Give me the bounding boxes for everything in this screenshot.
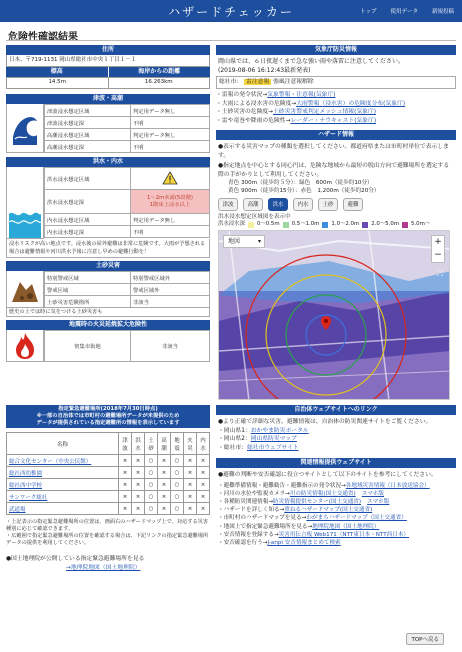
weather-link-row [216, 108, 456, 117]
display-label: 洪水浸水想定区域図を表示中 [218, 214, 291, 220]
smartphone-link[interactable]: スマホ版 [367, 498, 390, 505]
shelter-mark: ○ [145, 503, 158, 515]
flood-icon [6, 167, 44, 239]
shelter-mark: ○ [171, 503, 184, 515]
coast-value: 16.263km [109, 77, 211, 89]
fire-row-label: 密集市街地 [45, 331, 131, 362]
shelter-mark: × [184, 503, 197, 515]
shelter-mark: × [158, 503, 171, 515]
local-link-label: ・岡山県2： [218, 436, 251, 442]
hazard-btn-landslide[interactable]: 土砂 [318, 198, 338, 211]
fire-heading: 地震時の火災延焼拡大危険性 [6, 320, 210, 330]
shelter-mark: × [184, 455, 197, 467]
ring-line-2: 黄色 900m（徒歩約15分）：赤色 1,200m（徒歩約20分） [228, 188, 380, 194]
related-link-row [218, 482, 454, 490]
related-link[interactable]: 重ねるハザードマップ(国土交通省) [284, 507, 373, 514]
warning-badge: 雷注意報 [246, 79, 270, 85]
related-intro: ●避難の判断や安否確認に役立つサイトとして以下のサイトを参考にしてください。 [218, 472, 437, 478]
weather-link[interactable]: 気象警報・注意報(気象庁) [267, 92, 336, 98]
shelter-mark: × [158, 455, 171, 467]
shelter-mark: × [184, 491, 197, 503]
related-link[interactable]: J-anpi 安否情報まとめて検索 [267, 539, 341, 546]
zoom-control [431, 235, 445, 263]
shelter-name-link[interactable]: 総社西幼稚園 [7, 467, 119, 479]
weather-links [216, 91, 456, 125]
map-canvas [219, 231, 450, 400]
flood-note: 浸水リスクが高い地点です。浸水後の屋外避難は非常に危険です。大雨が予想される場合は避難情報や河川洪水予報に注意し早めの避難行動を！ [6, 239, 210, 258]
hazard-heading: ハザード情報 [216, 130, 456, 140]
shelter-mark: × [119, 467, 132, 479]
caution-cell [131, 168, 210, 190]
shelter-row [7, 479, 210, 491]
shelter-row [7, 467, 210, 479]
zoom-in-icon[interactable]: + [434, 237, 442, 247]
tsunami-row-label: 高潮浸水想定区域 [45, 129, 131, 141]
legend-label: 0〜0.5m [256, 221, 280, 227]
related-link-row [218, 490, 454, 498]
legend-label: 0.5〜1.0m [291, 221, 320, 227]
left-panel [6, 45, 210, 362]
page-title: 危険性確認結果 [8, 32, 78, 43]
legend-swatch [322, 222, 328, 228]
gsi-link[interactable]: →地理院地図（国土地理院） [66, 565, 141, 571]
elevation-value: 14.5m [6, 77, 109, 89]
tsunami-table [44, 104, 210, 153]
weather-heading: 気象庁防災情報 [216, 45, 456, 55]
related-link-row [218, 506, 454, 514]
shelter-mark: × [158, 479, 171, 491]
landslide-row-label: 警戒区域 [45, 284, 131, 296]
related-heading: 関連情報提供ウェブサイト [216, 458, 456, 468]
shelter-mark: × [184, 479, 197, 491]
shelter-mark: × [132, 503, 145, 515]
location-pin-icon [320, 315, 332, 331]
related-link-label: ・避難準備情報・避難勧告・避難指示の発令状況→ [218, 482, 346, 489]
hazard-btn-tsunami[interactable]: 津波 [218, 198, 238, 211]
related-link[interactable]: 災害用伝言板 Web171（NTT東日本・NTT西日本） [278, 531, 410, 538]
local-heading: 自治体ウェブサイトへのリンク [216, 405, 456, 415]
weather-link-label: ・雷報の発令状況→ [216, 92, 268, 98]
related-link[interactable]: 川の防災情報(国土交通省) [289, 490, 356, 497]
flood-legend [216, 221, 456, 228]
divider [6, 40, 456, 41]
shelter-row [7, 503, 210, 515]
shelter-mark: × [119, 455, 132, 467]
shelter-mark: ○ [145, 467, 158, 479]
hazard-intro: ●表示する災害マップの種類を選択してください。都道府県または市町村単位で表示します。 [218, 144, 449, 159]
shelter-mark: ○ [171, 467, 184, 479]
shelter-mark: × [197, 455, 210, 467]
legend-label: 1.0〜2.0m [331, 221, 360, 227]
tsunami-row-label: 津波浸水想定深 [45, 117, 131, 129]
local-links [216, 427, 456, 453]
fire-row-value: 非該当 [131, 331, 210, 362]
shelter-foot-2: ・広範囲で指定緊急避難場所の位置を確認する場合は、下記リンクの指定緊急避難場所データの提供を利用してください。 [6, 533, 209, 546]
related-link-label: ・各種防災関連情報→ [218, 498, 274, 505]
weather-link-row [216, 117, 456, 126]
nav-data[interactable]: 使用データ [390, 9, 418, 15]
shelter-mark: × [158, 467, 171, 479]
top-bar [0, 0, 462, 22]
tsunami-row-label: 高潮浸水想定深 [45, 141, 131, 153]
weather-link[interactable]: 大雨警報（浸水害）の危険度分布(気象庁) [296, 100, 406, 107]
related-link-label: ・地図上で指定緊急避難場所を見る→ [218, 523, 313, 530]
related-link-row [218, 523, 454, 531]
related-link-label: ・市町村のハザードマップを見る→ [218, 515, 307, 522]
flood-table [44, 167, 210, 238]
shelter-heading: 指定緊急避難場所(2018年7月30日時点) [58, 406, 158, 412]
shelter-mark: × [132, 479, 145, 491]
weather-link-row [216, 100, 456, 109]
flood-heading: 洪水・内水 [6, 157, 210, 167]
shelter-mark: × [132, 455, 145, 467]
related-link-label: ・ハザードを詳しく知る→ [218, 507, 285, 514]
local-link[interactable]: 総社市ウェブサイト [247, 444, 299, 451]
shelter-col: 土砂 [145, 433, 158, 455]
related-link-row [218, 498, 454, 506]
shelter-col: 洪水 [132, 433, 145, 455]
legend-swatch [362, 222, 368, 228]
gsi-line: ●国土地理院が公開している指定緊急避難場所を見る [6, 556, 145, 562]
chevron-down-icon: ▾ [257, 238, 261, 245]
local-link-row [218, 444, 454, 453]
landslide-note: 歴史の上では時に気をつける土砂災害も [6, 308, 210, 317]
shelter-col-name: 名称 [7, 433, 119, 455]
flood-row-value: 判定用データ無し [131, 214, 210, 226]
shelter-mark: × [119, 503, 132, 515]
ring-line-1: 青色 300m（徒歩約５分）：緑色 600m（徒歩約10分） [228, 180, 373, 186]
shelter-name-link[interactable]: サンワーク総社 [7, 491, 119, 503]
flood-depth-value: 1〜2m未満(5段階) 1階床上浸水以上 [131, 190, 210, 214]
shelter-name-link[interactable]: 武道場 [7, 503, 119, 515]
landslide-row-label: 特別警戒区域 [45, 272, 131, 284]
shelter-col: 高潮 [158, 433, 171, 455]
smartphone-link[interactable]: スマホ版 [361, 490, 384, 497]
weather-warning-row [216, 76, 456, 89]
fullscreen-icon[interactable]: ⛶ [437, 269, 443, 278]
related-link-row [218, 539, 454, 547]
elevation-label: 標高 [6, 67, 109, 77]
weather-link-row [216, 91, 456, 100]
back-to-top-button[interactable]: TOPへ戻る [406, 633, 444, 645]
tsunami-row-value: 不明 [131, 141, 210, 153]
legend-swatch [402, 222, 408, 228]
app-title: ハザードチェッカー [168, 5, 294, 19]
tsunami-row-value: 判定用データ無し [131, 105, 210, 117]
local-link[interactable]: 岡山県防災マップ [250, 436, 297, 442]
hazard-btn-shelter[interactable]: 避難 [343, 198, 363, 211]
fire-icon [6, 330, 44, 362]
shelter-name-link[interactable]: 総合文化センター（中央公民館） [7, 455, 119, 467]
shelter-body [7, 455, 210, 515]
shelter-mark: × [197, 467, 210, 479]
shelter-col: 火災 [184, 433, 197, 455]
coast-label: 海岸からの距離 [109, 67, 211, 77]
flood-row-value: 不明 [131, 226, 210, 238]
landslide-icon [6, 271, 44, 308]
shelter-mark: ○ [145, 491, 158, 503]
shelter-col: 地震 [171, 433, 184, 455]
warning-triangle-icon [162, 171, 178, 185]
weather-text: 岡山県では、６日夜遅くまで急な強い雨や落雷に注意してください。 [218, 58, 405, 65]
weather-link-label: ・土砂災害の危険度→ [216, 109, 274, 115]
top-nav [360, 7, 454, 15]
tsunami-row-value: 判定用データ無し [131, 129, 210, 141]
local-link-label: ・総社市： [218, 444, 247, 451]
landslide-heading: 土砂災害 [6, 261, 210, 271]
weather-link-label: ・雷や竜巻や降雨の危険性→ [216, 117, 291, 124]
shelter-row [7, 491, 210, 503]
address-value: 日本、〒719-1131 岡山県総社市中央１丁目１－１ [6, 55, 210, 67]
shelter-mark: × [132, 467, 145, 479]
landslide-row-value: 特別警戒区域外 [131, 272, 210, 284]
flood-row-label: 洪水浸水想定区域 [45, 168, 131, 190]
shelter-mark: ○ [145, 455, 158, 467]
shelter-mark: × [197, 503, 210, 515]
shelter-mark: ○ [171, 455, 184, 467]
related-link-row [218, 514, 454, 522]
shelter-mark: × [119, 491, 132, 503]
related-link[interactable]: わがまちハザードマップ（国土交通省） [306, 515, 407, 522]
shelter-mark: ○ [171, 491, 184, 503]
nav-new[interactable]: 新規投稿 [431, 9, 454, 15]
weather-time: (2019-08-06 16:12:43最新発表) [218, 67, 311, 74]
hazard-btn-flood[interactable]: 洪水 [268, 198, 288, 211]
local-link[interactable]: おかやま防災ポータル [250, 427, 309, 434]
local-link-row [218, 435, 454, 444]
shelter-subnote-2: データが提供されている指定避難所の情報を表示しています [36, 420, 180, 426]
map-type-select[interactable] [223, 235, 265, 248]
shelter-col: 津波 [119, 433, 132, 455]
related-link-label: ・河川の水位や監視カメラ→ [218, 490, 290, 497]
flood-row-label: 内水浸水想定深 [45, 226, 131, 238]
hazard-btn-inland[interactable]: 内水 [293, 198, 313, 211]
shelter-mark: ○ [145, 479, 158, 491]
shelter-foot-1: ・上記表示の指定緊急避難場所の位置は、画面右のハザードマップ上で、対応する災害種別に応じて確認できます。 [6, 519, 209, 532]
shelter-mark: × [119, 479, 132, 491]
weather-link[interactable]: レーダー・ナウキャスト(気象庁) [290, 117, 377, 124]
wave-icon [6, 104, 44, 153]
shelter-mark: × [184, 467, 197, 479]
warning-text: 強風注意報解除 [273, 79, 314, 85]
weather-city: 総社市： [219, 79, 243, 85]
hazard-map[interactable] [218, 230, 450, 400]
shelter-mark: × [197, 479, 210, 491]
landslide-row-label: 土砂災害危険箇所 [45, 296, 131, 308]
shelter-subnote-1: ※一部の自治体では市町村の避難場所データが未提供のため [36, 413, 180, 419]
related-link[interactable]: 防災情報提供センター(国土交通省) [273, 498, 362, 505]
landslide-table [44, 271, 210, 308]
shelter-row [7, 455, 210, 467]
shelter-mark: × [197, 491, 210, 503]
shelter-mark: × [158, 491, 171, 503]
legend-swatch [248, 222, 254, 228]
legend-prefix: 洪水浸水深 [218, 221, 245, 227]
tsunami-row-label: 津波浸水想定区域 [45, 105, 131, 117]
address-heading: 住所 [6, 45, 210, 55]
local-intro: ●より正確で詳細な災害、避難情報は、自治体の防災関連サイトをご覧ください。 [218, 419, 432, 425]
hazard-buttons [216, 195, 456, 214]
zoom-out-icon[interactable]: − [434, 250, 442, 260]
tsunami-heading: 津波・高潮 [6, 94, 210, 104]
shelter-heading-block [6, 405, 210, 428]
shelter-panel [6, 405, 210, 571]
weather-link-label: ・大雨による浸水害の危険度→ [216, 100, 297, 107]
local-link-row [218, 427, 454, 436]
legend-swatch [283, 222, 289, 228]
related-links [216, 482, 456, 548]
hazard-advice: ●指定地点を中心とする同心円は、危険な地域から最短の脱出方向で避難場所を選定する際の手がかりとして利用してください。 [218, 163, 450, 178]
nav-top[interactable]: トップ [360, 9, 377, 15]
tsunami-row-value: 不明 [131, 117, 210, 129]
map-type-value: 地図 [228, 238, 241, 245]
local-link-label: ・岡山県1： [218, 427, 251, 434]
shelter-table [6, 432, 210, 515]
landslide-row-value: 非該当 [131, 296, 210, 308]
flood-row-label: 内水浸水想定区域 [45, 214, 131, 226]
related-link-label: ・安否確認を行う→ [218, 539, 268, 546]
related-link[interactable]: 各地域災害情報（日本放送協会） [345, 482, 430, 489]
related-link-row [218, 531, 454, 539]
fire-table [44, 330, 210, 362]
landslide-row-value: 警戒区域外 [131, 284, 210, 296]
legend-label: 5.0m〜 [411, 221, 431, 227]
shelter-mark: ○ [171, 479, 184, 491]
legend-label: 2.0〜5.0m [371, 221, 400, 227]
shelter-col: 内水 [197, 433, 210, 455]
related-link[interactable]: 地理院地図（国土地理院） [312, 523, 380, 530]
related-link-label: ・安否情報を登録する→ [218, 531, 279, 538]
weather-link[interactable]: 土砂災害警戒判定メッシュ情報(気象庁) [273, 109, 376, 115]
shelter-mark: × [132, 491, 145, 503]
hazard-btn-storm-surge[interactable]: 高潮 [243, 198, 263, 211]
flood-row-label: 洪水浸水想定深 [45, 190, 131, 214]
right-panel [216, 45, 456, 547]
shelter-name-link[interactable]: 総社西中学校 [7, 479, 119, 491]
